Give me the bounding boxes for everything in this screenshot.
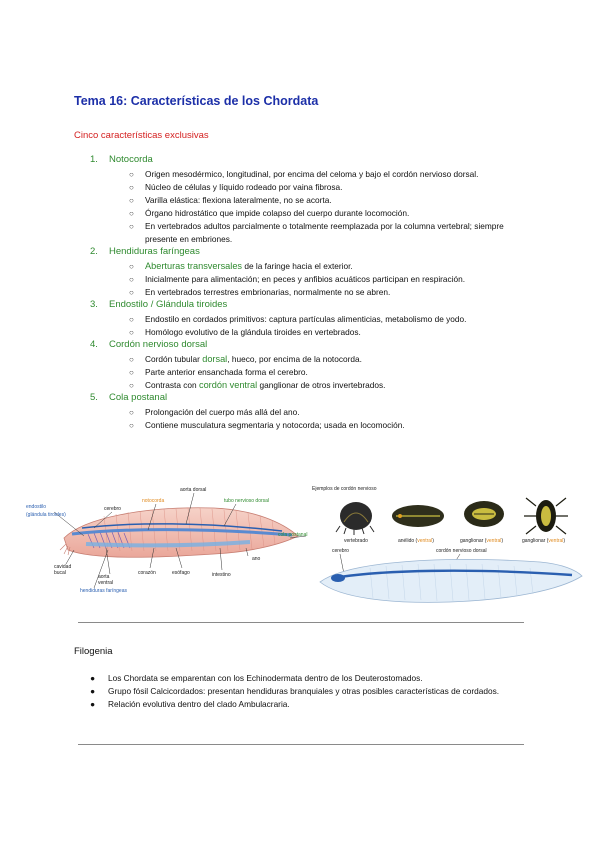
list-item — [74, 299, 526, 339]
circle-bullet-icon: ○ — [129, 275, 134, 284]
section-title-filogenia: Filogenia — [74, 646, 113, 657]
list-item — [74, 392, 526, 432]
list-number: 4. — [90, 339, 98, 350]
list-label: Notocorda — [109, 154, 153, 165]
circle-bullet-icon: ○ — [129, 421, 134, 430]
characteristics-list — [74, 154, 526, 432]
sub-item: ○ Contrasta con cordón ventral ganglionar de otros invertebrados. — [129, 380, 386, 390]
label-tubo-nervioso: tubo nervioso dorsal — [224, 498, 270, 504]
list-number: 3. — [90, 299, 98, 310]
label-cerebro: cerebro — [104, 506, 121, 512]
sub-item: ○ Contiene musculatura segmentaria y notocorda; usada en locomoción. — [129, 420, 405, 430]
label-ano: ano — [252, 556, 261, 562]
circle-bullet-icon: ○ — [129, 170, 134, 179]
list-label: Endostilo / Glándula tiroides — [109, 299, 228, 310]
sub-item: ○ Homólogo evolutivo de la glándula tiroides en vertebrados. — [129, 327, 361, 337]
list-item-heading — [74, 246, 526, 260]
label-intestino: intestino — [212, 572, 231, 578]
label-cerebro-right: cerebro — [332, 548, 349, 554]
list-item-heading — [74, 392, 526, 406]
panel-caption: anélido (ventral) — [398, 538, 434, 544]
list-label: Cordón nervioso dorsal — [109, 339, 208, 350]
circle-bullet-icon: ○ — [129, 368, 134, 377]
page-title: Tema 16: Características de los Chordata — [74, 94, 319, 108]
label-aorta-dorsal: aorta dorsal — [180, 487, 207, 493]
sub-item: ○ Aberturas transversales de la faringe hacia el exterior. — [129, 261, 353, 271]
circle-bullet-icon: ○ — [129, 183, 134, 192]
label-glandula: (glándula tiroides) — [26, 512, 66, 518]
list-label: Cola postanal — [109, 392, 168, 403]
sub-item: ○ Parte anterior ensanchada forma el cerebro. — [129, 367, 308, 377]
sub-item: ○ Núcleo de células y líquido rodeado por vaina fibrosa. — [129, 182, 343, 192]
sub-item: ○ Inicialmente para alimentación; en peces y anfibios acuáticos participan en respiración. — [129, 274, 466, 284]
circle-bullet-icon: ○ — [129, 315, 134, 324]
divider — [78, 744, 524, 745]
panel-vertebrado — [336, 502, 374, 535]
sub-item: ○ En vertebrados adultos parcialmente o totalmente reemplazada por la columna vertebral; siempre presente en embriones. — [129, 221, 504, 244]
panel-ganglionar-2 — [524, 498, 568, 534]
circle-bullet-icon: ○ — [129, 262, 134, 271]
sub-item: ○ Endostilo en cordados primitivos: captura partículas alimenticias, metabolismo de yodo. — [129, 314, 467, 324]
bullet-icon: ● — [90, 673, 96, 683]
label-aorta: aorta — [98, 574, 110, 580]
phylogeny-list — [74, 672, 526, 711]
section-subtitle: Cinco características exclusivas — [74, 130, 209, 141]
bullet-item: ● Grupo fósil Calcicordados: presentan hendiduras branquiales y otras posibles características de cordados. — [90, 686, 500, 696]
circle-bullet-icon: ○ — [129, 209, 134, 218]
list-number: 2. — [90, 246, 98, 257]
circle-bullet-icon: ○ — [129, 328, 134, 337]
list-item — [74, 246, 526, 299]
panel-ganglionar-1 — [464, 501, 504, 527]
panel-caption: ganglionar (ventral) — [460, 538, 504, 544]
bullet-item: ● Los Chordata se emparentan con los Echinodermata dentro de los Deuterostomados. — [90, 673, 423, 683]
list-item-heading — [74, 339, 526, 353]
label-cordon-dorsal: cordón nervioso dorsal — [436, 548, 487, 554]
label-cola-postanal: cola postanal — [278, 532, 308, 538]
label-notocorda: notocorda — [142, 498, 165, 504]
list-item — [74, 339, 526, 392]
panel-caption: vertebrado — [344, 538, 368, 544]
label-endostilo: endostilo — [26, 504, 47, 510]
label-esofago: esófago — [172, 570, 190, 576]
bullet-icon: ● — [90, 686, 96, 696]
lancelet-body — [320, 559, 582, 602]
list-number: 1. — [90, 154, 98, 165]
circle-bullet-icon: ○ — [129, 355, 134, 364]
circle-bullet-icon: ○ — [129, 196, 134, 205]
panel-caption: ganglionar (ventral) — [522, 538, 566, 544]
label-corazon: corazón — [138, 570, 156, 576]
sub-item: ○ En vertebrados terrestres embrionarias, normalmente no se abren. — [129, 287, 391, 297]
list-number: 5. — [90, 392, 98, 403]
label-ventral: ventral — [98, 580, 114, 586]
sub-item: ○ Cordón tubular dorsal, hueco, por encima de la notocorda. — [129, 354, 362, 364]
sub-item: ○ Órgano hidrostático que impide colapso del cuerpo durante locomoción. — [129, 208, 410, 218]
sub-item: ○ Varilla elástica: flexiona lateralmente, no se acorta. — [129, 195, 332, 205]
bullet-icon: ● — [90, 699, 96, 709]
circle-bullet-icon: ○ — [129, 288, 134, 297]
nerve-cord-examples-figure — [310, 478, 590, 610]
sub-item: ○ Prolongación del cuerpo más allá del ano. — [129, 407, 300, 417]
label-hendiduras: hendiduras faríngeas — [80, 588, 127, 594]
sub-item: ○ Origen mesodérmico, longitudinal, por encima del celoma y bajo el cordón nervioso dorsal. — [129, 169, 479, 179]
list-item — [74, 154, 526, 246]
circle-bullet-icon: ○ — [129, 381, 134, 390]
panel-anelido — [392, 505, 444, 527]
label-cavidad: cavidad — [54, 564, 72, 570]
figure-caption: Ejemplos de cordón nervioso — [312, 486, 377, 492]
list-item-heading — [74, 299, 526, 313]
circle-bullet-icon: ○ — [129, 222, 134, 231]
circle-bullet-icon: ○ — [129, 408, 134, 417]
divider — [78, 622, 524, 623]
bullet-item: ● Relación evolutiva dentro del clado Ambulacraria. — [90, 699, 290, 709]
label-bucal: bucal — [54, 570, 66, 576]
list-label: Hendiduras faríngeas — [109, 246, 200, 257]
chordate-anatomy-figure — [24, 478, 314, 594]
list-item-heading — [74, 154, 526, 168]
